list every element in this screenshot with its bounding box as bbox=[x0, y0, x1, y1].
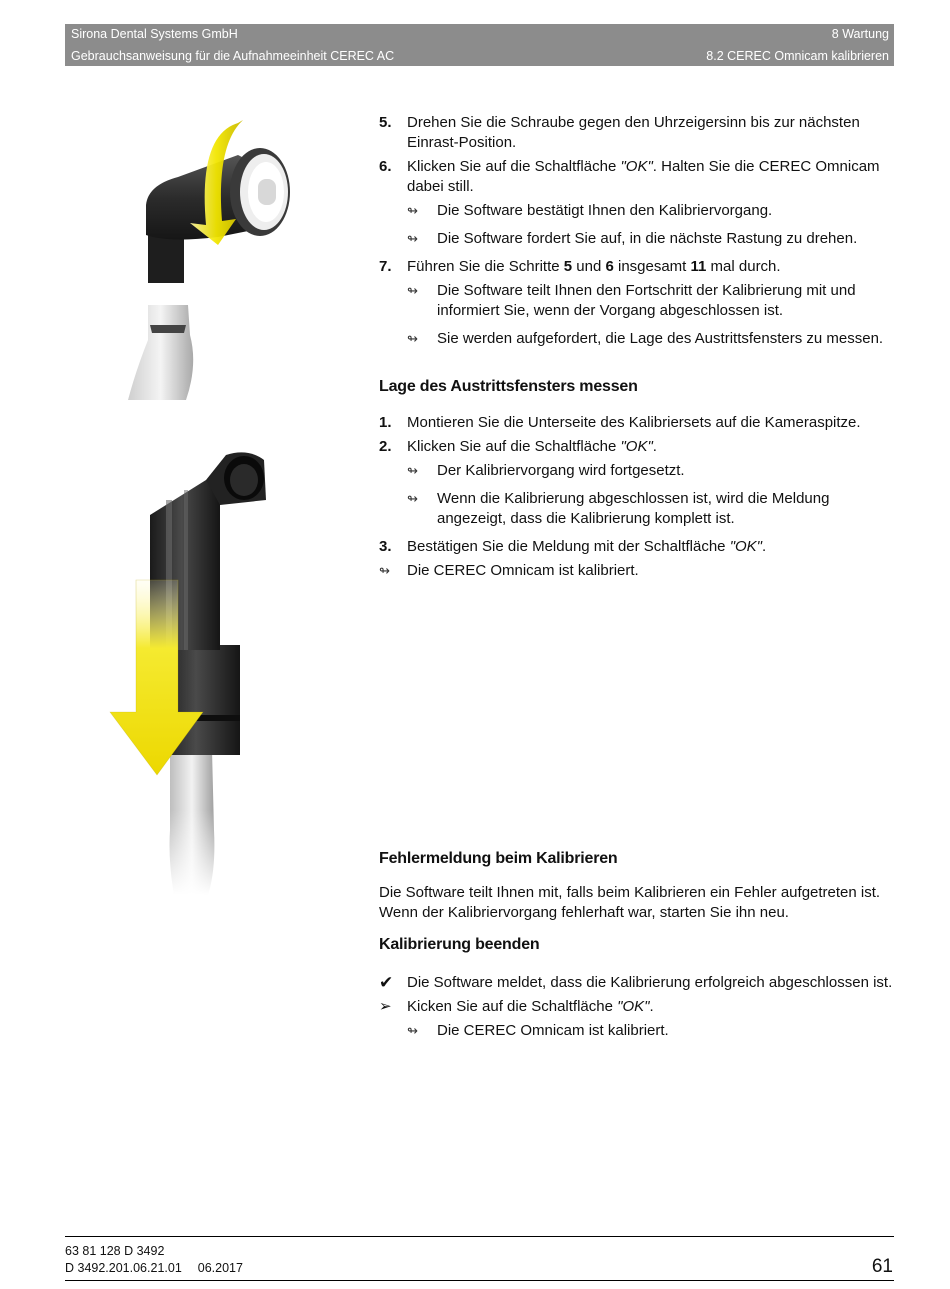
footer-doc-info bbox=[65, 1243, 243, 1277]
step-text: Drehen Sie die Schraube gegen den Uhrzeigersinn bis zur nächsten Einrast-Position. bbox=[407, 114, 860, 151]
result-item: ↬ Die Software fordert Sie auf, in die nächste Rastung zu drehen. bbox=[407, 230, 858, 247]
step-text: Montieren Sie die Unterseite des Kalibriersets auf die Kameraspitze. bbox=[407, 414, 861, 431]
section-title-measure: Lage des Austrittsfensters messen bbox=[379, 378, 638, 395]
action-item: ➢ Kicken Sie auf die Schaltfläche "OK". bbox=[379, 998, 654, 1015]
page-header bbox=[65, 24, 894, 66]
result-item: ↬ Wenn die Kalibrierung abgeschlossen ist, wird die Meldung angezeigt, dass die Kalibrierung komplett ist. bbox=[407, 490, 830, 527]
section-title-finish: Kalibrierung beenden bbox=[379, 936, 540, 953]
camera-rotate-illustration bbox=[128, 115, 303, 400]
result-arrow-icon: ↬ bbox=[407, 1023, 418, 1038]
result-arrow-icon: ↬ bbox=[407, 283, 418, 298]
footer-divider-top bbox=[65, 1236, 894, 1237]
step-number: 5. bbox=[379, 114, 392, 131]
step-number: 3. bbox=[379, 538, 392, 555]
result-arrow-icon: ↬ bbox=[379, 563, 390, 578]
ok-reference: "OK" bbox=[620, 158, 653, 175]
result-arrow-icon: ↬ bbox=[407, 331, 418, 346]
measure-step-2 bbox=[379, 437, 899, 457]
result-arrow-icon: ↬ bbox=[407, 463, 418, 478]
footer-doc-id: D 3492.201.06.21.01 bbox=[65, 1261, 182, 1275]
step-number: 7. bbox=[379, 258, 392, 275]
step-number: 2. bbox=[379, 438, 392, 455]
footer-doc-number: 63 81 128 D 3492 bbox=[65, 1244, 165, 1258]
header-manual: Gebrauchsanweisung für die Aufnahmeeinheit CEREC AC bbox=[71, 49, 395, 63]
step-text: Klicken Sie auf die Schaltfläche "OK". bbox=[407, 438, 657, 455]
result-arrow-icon: ↬ bbox=[407, 231, 418, 246]
page-number: 61 bbox=[871, 1256, 893, 1277]
instruction-content bbox=[379, 113, 899, 1049]
result-item: ↬ Die Software teilt Ihnen den Fortschritt der Kalibrierung mit und informiert Sie, wenn der Vorgang abgeschlossen ist. bbox=[407, 282, 856, 319]
step-text: Führen Sie die Schritte 5 und 6 insgesamt 11 mal durch. bbox=[407, 258, 781, 275]
ok-reference: "OK" bbox=[620, 438, 653, 455]
step-text: Klicken Sie auf die Schaltfläche "OK". Halten Sie die CEREC Omnicam dabei still. bbox=[407, 158, 880, 195]
step-6 bbox=[379, 157, 899, 197]
step-number: 6. bbox=[379, 158, 392, 175]
measure-step-1 bbox=[379, 413, 899, 433]
precondition-item: ✔ Die Software meldet, dass die Kalibrierung erfolgreich abgeschlossen ist. bbox=[379, 973, 893, 992]
step-5 bbox=[379, 113, 899, 153]
action-arrow-icon: ➢ bbox=[379, 998, 392, 1015]
header-section: 8.2 CEREC Omnicam kalibrieren bbox=[706, 49, 889, 63]
section-title-error: Fehlermeldung beim Kalibrieren bbox=[379, 850, 618, 867]
step-7 bbox=[379, 257, 899, 277]
footer-date: 06.2017 bbox=[197, 1261, 243, 1275]
result-item: ↬ Die CEREC Omnicam ist kalibriert. bbox=[407, 1022, 669, 1039]
calibration-set-illustration bbox=[108, 450, 273, 895]
step-number: 1. bbox=[379, 414, 392, 431]
ok-reference: "OK" bbox=[617, 998, 650, 1015]
result-item: ↬ Sie werden aufgefordert, die Lage des Austrittsfensters zu messen. bbox=[407, 330, 884, 347]
footer-divider-bottom bbox=[65, 1280, 894, 1281]
result-item: ↬ Die Software bestätigt Ihnen den Kalibriervorgang. bbox=[407, 202, 773, 219]
measure-step-3 bbox=[379, 537, 899, 557]
result-arrow-icon: ↬ bbox=[407, 203, 418, 218]
check-icon: ✔ bbox=[379, 973, 394, 992]
ok-reference: "OK" bbox=[729, 538, 763, 555]
error-paragraph: Die Software teilt Ihnen mit, falls beim Kalibrieren ein Fehler aufgetreten ist. Wenn der Kalibriervorgang fehlerhaft war, starten Sie ihn neu. bbox=[379, 884, 881, 921]
result-item: ↬ Der Kalibriervorgang wird fortgesetzt. bbox=[407, 462, 685, 479]
header-company: Sirona Dental Systems GmbH bbox=[71, 27, 238, 41]
result-arrow-icon: ↬ bbox=[407, 491, 418, 506]
final-result: ↬ Die CEREC Omnicam ist kalibriert. bbox=[379, 562, 639, 579]
header-chapter: 8 Wartung bbox=[831, 27, 889, 41]
step-text: Bestätigen Sie die Meldung mit der Schaltfläche "OK". bbox=[407, 538, 767, 555]
